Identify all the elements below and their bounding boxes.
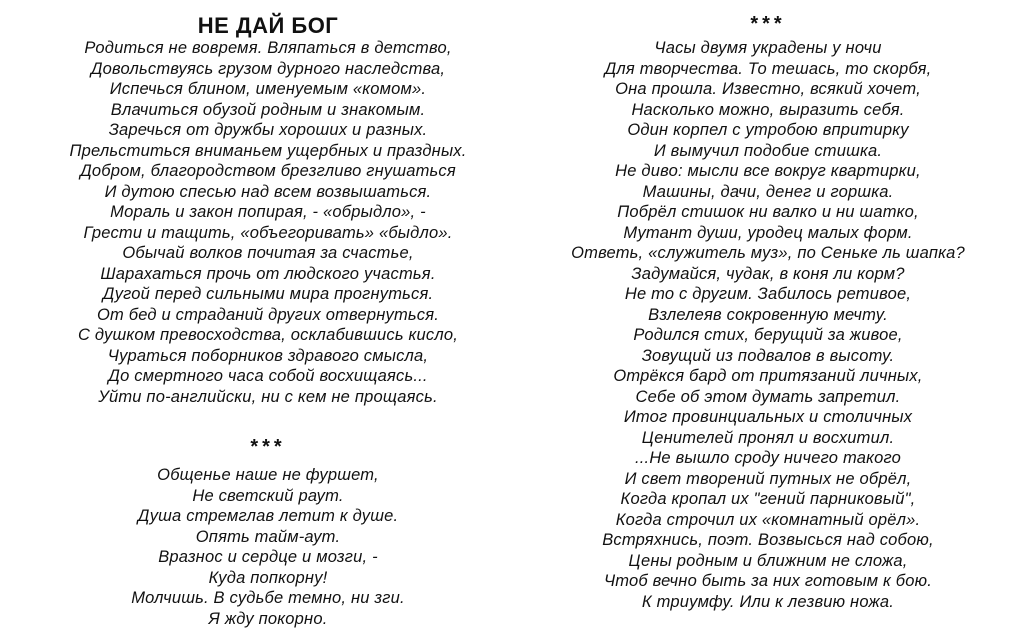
poem-creativity xyxy=(518,38,1018,612)
poem-line: Не диво: мысли все вокруг квартирки, xyxy=(615,162,921,180)
poem-line: Куда попкорну! xyxy=(208,568,328,587)
poem-not-god xyxy=(18,38,518,407)
poem-line: Добром, благородством брезгливо гнушаться xyxy=(80,162,456,180)
poem-line: Родиться не вовремя. Вляпаться в детство, xyxy=(84,39,452,57)
section-separator-stars: *** xyxy=(750,13,786,35)
poem-communication xyxy=(18,465,518,629)
section-separator-stars: *** xyxy=(250,436,286,458)
poem-line: Отрёкся бард от притязаний личных, xyxy=(613,367,923,385)
poem-line: Молчишь. В судьбе темно, ни зги. xyxy=(131,589,405,607)
poem-line: Чтоб вечно быть за них готовым к бою. xyxy=(603,572,933,590)
poem-line: Когда строчил их «комнатный орёл». xyxy=(615,510,921,529)
poem-line: Зовущий из подвалов в высоту. xyxy=(641,346,895,365)
poem-line: Машины, дачи, денег и горшка. xyxy=(642,182,894,201)
poem-line: ...Не вышло сроду ничего такого xyxy=(634,449,902,467)
poem-line: К триумфу. Или к лезвию ножа. xyxy=(641,592,895,611)
poem-line: Родился стих, берущий за живое, xyxy=(633,326,903,344)
poem-line: Грести и тащить, «объегоривать» «быдло». xyxy=(83,223,453,242)
poem-line: Насколько можно, выразить себя. xyxy=(631,100,905,119)
poem-line: Не то с другим. Забилось ретивое, xyxy=(624,285,912,303)
poem-line: Один корпел с утробою впритирку xyxy=(627,121,909,139)
poem-line: Мораль и закон попирая, - «обрыдло», - xyxy=(110,203,426,221)
poem-line: Она прошла. Известно, всякий хочет, xyxy=(615,80,921,98)
poem-line: С душком превосходства, осклабившись кисло, xyxy=(78,326,458,344)
poem-line: Общенье наше не фуршет, xyxy=(157,466,379,484)
poem-line: До смертного часа собой восхищаясь... xyxy=(108,367,428,385)
poem-line: Влачиться обузой родным и знакомым. xyxy=(110,100,426,119)
poem-line: Уйти по-английски, ни с кем не прощаясь. xyxy=(98,387,438,406)
poem-line: Вразнос и сердце и мозги, - xyxy=(158,548,378,566)
poem-line: Обычай волков почитая за счастье, xyxy=(122,244,414,262)
poem-line: Ответь, «служитель муз», по Сеньке ль шапка? xyxy=(571,244,965,262)
left-column xyxy=(18,14,518,629)
poem-line: Когда кропал их "гений парниковый", xyxy=(620,490,916,508)
poem-line: Испечься блином, именуемым «комом». xyxy=(109,80,427,98)
poem-line: И дутою спесью над всем возвышаться. xyxy=(104,182,432,201)
poem-line: Душа стремглав летит к душе. xyxy=(137,507,399,525)
poem-line: Цены родным и ближним не сложа, xyxy=(628,551,908,570)
poem-line: Задумайся, чудак, в коня ли корм? xyxy=(631,264,905,283)
poem-line: Прельститься вниманьем ущербных и праздных. xyxy=(69,141,467,160)
poem-line: Взлелеяв сокровенную мечту. xyxy=(648,305,888,324)
poem-line: Для творчества. То тешась, то скорбя, xyxy=(604,59,932,78)
poem-line: Встряхнись, поэт. Возвысься над собою, xyxy=(602,531,934,549)
poem-line: Себе об этом думать запретил. xyxy=(635,387,901,406)
poem-line: Довольствуясь грузом дурного наследства, xyxy=(90,59,446,78)
poem-line: Заречься от дружбы хороших и разных. xyxy=(108,121,428,139)
poem-line: Ценителей пронял и восхитил. xyxy=(641,428,895,447)
poem-line: Шарахаться прочь от людского участья. xyxy=(100,264,436,283)
poem-line: Побрёл стишок ни валко и ни шатко, xyxy=(617,203,919,221)
poem-line: Чураться поборников здравого смысла, xyxy=(107,346,429,365)
poem-line: И свет творений путных не обрёл, xyxy=(624,469,912,488)
poem-line: И вымучил подобие стишка. xyxy=(653,141,883,160)
poem-line: Опять тайм-аут. xyxy=(195,527,341,546)
poem-line: От бед и страданий других отвернуться. xyxy=(96,305,440,324)
poem-line: Дугой перед сильными мира прогнуться. xyxy=(102,285,434,303)
poem-line: Мутант души, уродец малых форм. xyxy=(623,223,913,242)
poem-line: Итог провинциальных и столичных xyxy=(623,408,913,426)
poem-line: Часы двумя украдены у ночи xyxy=(654,39,882,57)
poem-line: Не светский раут. xyxy=(192,486,344,505)
right-column xyxy=(518,14,1018,612)
poem-line: Я жду покорно. xyxy=(208,609,328,628)
poem-title: НЕ ДАЙ БОГ xyxy=(197,13,339,38)
